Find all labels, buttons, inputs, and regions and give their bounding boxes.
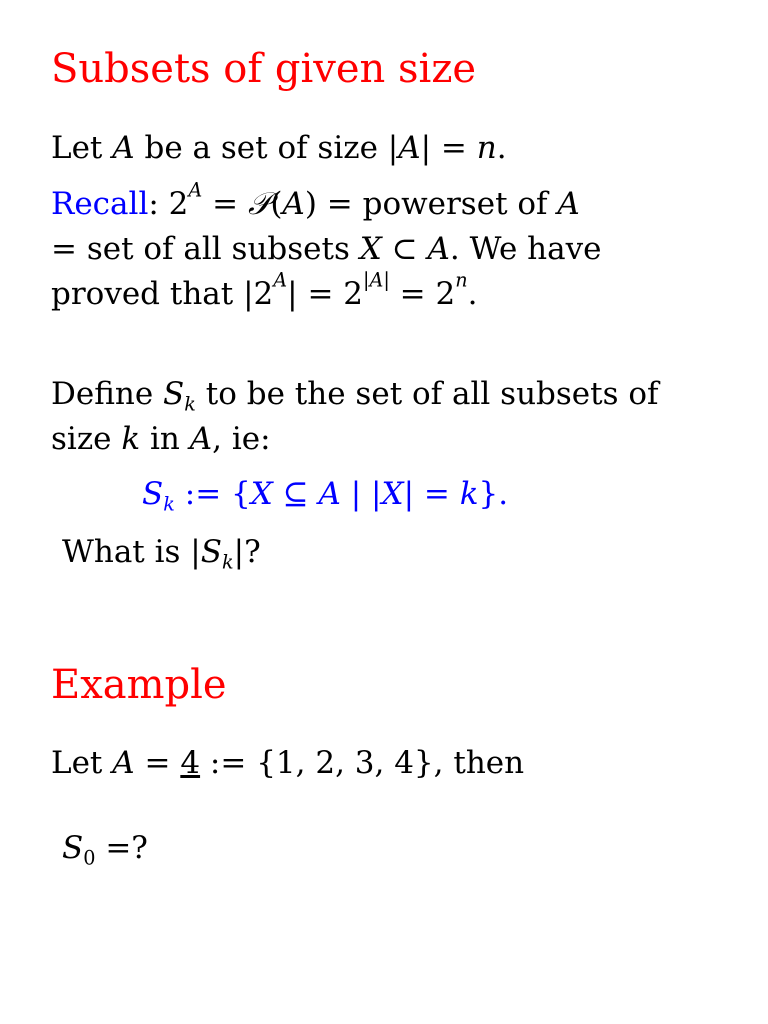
text-fragment: ⊂: [381, 231, 428, 267]
math-var: A: [112, 130, 135, 166]
math-var: 𝒫: [247, 186, 271, 222]
subscript: 0: [83, 846, 96, 870]
subscript: k: [184, 392, 196, 416]
text-fragment: , ie:: [212, 421, 271, 457]
sk-definition-formula: [142, 472, 508, 517]
text-fragment: }.: [478, 476, 509, 512]
superscript: A: [188, 178, 203, 202]
math-var: S: [163, 376, 185, 412]
text-fragment: | =: [420, 130, 477, 166]
text-fragment: := {: [174, 476, 251, 512]
define-line-1: [51, 372, 659, 417]
text-fragment: in: [140, 421, 190, 457]
text-fragment: Let: [51, 745, 113, 781]
math-var: k: [121, 421, 141, 457]
text-fragment: ): [304, 186, 317, 222]
superscript: n: [455, 268, 468, 292]
math-var: X: [359, 231, 382, 267]
text-fragment: .: [467, 276, 478, 312]
text-fragment: | =: [403, 476, 460, 512]
recall-paragraph: [51, 178, 602, 317]
math-var: A: [112, 745, 135, 781]
underlined-four: 4: [180, 745, 201, 781]
s0-question-line: [62, 826, 148, 871]
recall-label: Recall: [51, 186, 149, 222]
define-line-2: [51, 417, 659, 462]
section-title-example: Example: [51, 662, 227, 708]
text-fragment: Let: [51, 130, 113, 166]
text-fragment: Define: [51, 376, 164, 412]
text-fragment: proved that |2: [51, 276, 274, 312]
text-fragment: =?: [95, 830, 148, 866]
recall-line-1: [51, 178, 601, 227]
text-fragment: be a set of size |: [134, 130, 399, 166]
text-fragment: to be the set of all subsets of: [195, 376, 659, 412]
math-var: A: [282, 186, 305, 222]
text-fragment: =: [134, 745, 181, 781]
text-fragment: | = 2: [287, 276, 364, 312]
math-var: k: [459, 476, 479, 512]
text-fragment: What is |: [62, 534, 201, 570]
question-line: [62, 530, 261, 575]
math-var: X: [381, 476, 404, 512]
math-var: S: [142, 476, 164, 512]
text-fragment: (: [270, 186, 283, 222]
superscript: A: [273, 268, 288, 292]
text-fragment: =: [202, 186, 248, 222]
text-fragment: |?: [233, 534, 261, 570]
text-fragment: = set of all subsets: [51, 231, 360, 267]
subscript: k: [222, 550, 234, 574]
math-var: A: [318, 476, 341, 512]
math-var: A: [398, 130, 421, 166]
section-title-subsets: Subsets of given size: [51, 46, 477, 92]
math-var: X: [250, 476, 273, 512]
text-fragment: ⊆: [272, 476, 319, 512]
text-fragment: = 2: [389, 276, 456, 312]
set-definition-line: [51, 126, 507, 171]
math-var: S: [62, 830, 84, 866]
example-let-line: [51, 741, 524, 786]
define-paragraph: [51, 372, 659, 462]
text-fragment: .: [496, 130, 507, 166]
text-fragment: := {1, 2, 3, 4}, then: [200, 745, 525, 781]
math-var: A: [427, 231, 450, 267]
text-fragment: : 2: [148, 186, 189, 222]
recall-line-2: [51, 227, 601, 272]
text-fragment: = powerset of: [316, 186, 558, 222]
superscript: |A|: [363, 268, 390, 292]
math-var: n: [476, 130, 497, 166]
text-fragment: size: [51, 421, 122, 457]
math-var: A: [189, 421, 213, 457]
math-var: S: [200, 534, 222, 570]
text-fragment: | |: [340, 476, 382, 512]
text-fragment: . We have: [449, 231, 602, 267]
math-var: A: [557, 186, 580, 222]
recall-line-3: [51, 268, 601, 317]
subscript: k: [163, 492, 175, 516]
